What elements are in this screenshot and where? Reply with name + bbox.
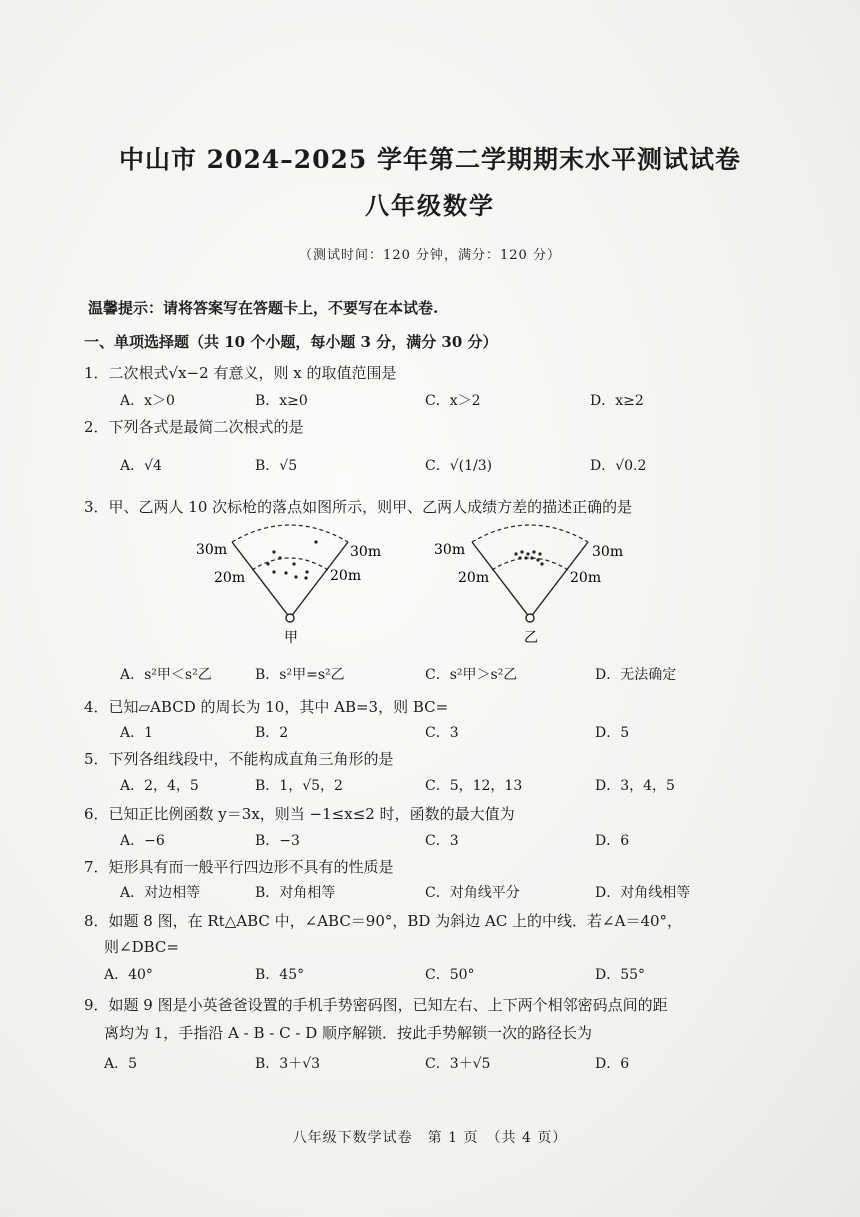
option-d: D．对角线相等	[595, 885, 691, 901]
option-a: A．2，4，5	[120, 778, 199, 794]
option-d: D．x≥2	[590, 393, 644, 409]
option-d: D．5	[595, 725, 630, 741]
question-8: 8．如题 8 图，在 Rt△ABC 中，∠ABC＝90°，BD 为斜边 AC 上的中线．若∠A＝40°，	[84, 912, 683, 930]
option-a: A．s²甲＜s²乙	[120, 667, 212, 683]
label-30m: 30m	[434, 542, 466, 558]
option-d: D．6	[595, 1056, 630, 1072]
label-30m: 30m	[350, 544, 382, 560]
figure-yi	[434, 525, 623, 646]
question-9: 9．如题 9 图是小英爸爸设置的手机手势密码图，已知左右、上下两个相邻密码点间的距	[84, 996, 668, 1014]
option-b: B．45°	[255, 967, 305, 983]
option-d: D．55°	[595, 967, 646, 983]
page-footer: 八年级下数学试卷 第 1 页 （共 4 页）	[292, 1130, 568, 1146]
option-b: B．√5	[255, 458, 298, 474]
option-d: D．3，4，5	[595, 778, 675, 794]
option-c: C．3	[425, 725, 459, 741]
option-b: B．x≥0	[255, 393, 308, 409]
option-b: B．3＋√3	[255, 1056, 321, 1072]
option-b: B．1，√5，2	[255, 778, 343, 794]
exam-tip: 温馨提示：请将答案写在答题卡上，不要写在本试卷.	[88, 299, 439, 317]
option-d: D．6	[595, 833, 630, 849]
option-a: A．5	[104, 1056, 138, 1072]
option-c: C．3	[425, 833, 459, 849]
label-yi: 乙	[524, 630, 538, 646]
question-5: 5．下列各组线段中，不能构成直角三角形的是	[84, 750, 394, 768]
option-b: B．−3	[255, 833, 300, 849]
option-c: C．3＋√5	[425, 1056, 491, 1072]
option-b: B．s²甲=s²乙	[255, 667, 345, 683]
question-9-cont: 离均为 1，手指沿 A - B - C - D 顺序解锁．按此手势解锁一次的路径长为	[104, 1024, 593, 1042]
label-jia: 甲	[284, 630, 298, 646]
option-b: B．对角相等	[255, 885, 336, 901]
exam-title: 中山市 2024–2025 学年第二学期期末水平测试试卷	[118, 145, 742, 174]
label-30m: 30m	[592, 544, 624, 560]
label-30m: 30m	[196, 542, 228, 558]
option-b: B．2	[255, 725, 289, 741]
question-8-cont: 则∠DBC=	[104, 938, 179, 956]
option-a: A．40°	[104, 967, 153, 983]
option-d: D．√0.2	[590, 458, 647, 474]
question-3: 3．甲、乙两人 10 次标枪的落点如图所示，则甲、乙两人成绩方差的描述正确的是	[84, 498, 633, 516]
question-7: 7．矩形具有而一般平行四边形不具有的性质是	[84, 858, 394, 876]
option-c: C．s²甲＞s²乙	[425, 667, 518, 683]
label-20m: 20m	[458, 570, 490, 586]
javelin-figures	[190, 520, 630, 650]
label-20m: 20m	[330, 568, 362, 584]
option-d: D．无法确定	[595, 667, 677, 683]
option-c: C．50°	[425, 967, 475, 983]
option-a: A．x＞0	[120, 393, 175, 409]
option-a: A．√4	[120, 458, 162, 474]
question-2: 2．下列各式是最简二次根式的是	[84, 418, 304, 436]
question-6: 6．已知正比例函数 y＝3x，则当 −1≤x≤2 时，函数的最大值为	[84, 805, 515, 823]
label-20m: 20m	[570, 570, 602, 586]
question-4: 4．已知▱ABCD 的周长为 10，其中 AB=3，则 BC=	[84, 698, 449, 716]
exam-subtitle: 八年级数学	[365, 191, 495, 220]
option-a: A．1	[120, 725, 154, 741]
exam-info: （测试时间：120 分钟，满分：120 分）	[299, 248, 561, 263]
figure-jia	[196, 525, 381, 646]
section-heading: 一、单项选择题（共 10 个小题，每小题 3 分，满分 30 分）	[84, 333, 498, 351]
option-a: A．−6	[120, 833, 165, 849]
option-c: C．对角线平分	[425, 885, 520, 901]
option-c: C．x＞2	[425, 393, 481, 409]
question-1: 1．二次根式√x−2 有意义，则 x 的取值范围是	[84, 364, 397, 382]
option-c: C．√(1/3)	[425, 458, 493, 474]
label-20m: 20m	[214, 570, 246, 586]
option-a: A．对边相等	[120, 885, 201, 901]
option-c: C．5，12，13	[425, 778, 523, 794]
